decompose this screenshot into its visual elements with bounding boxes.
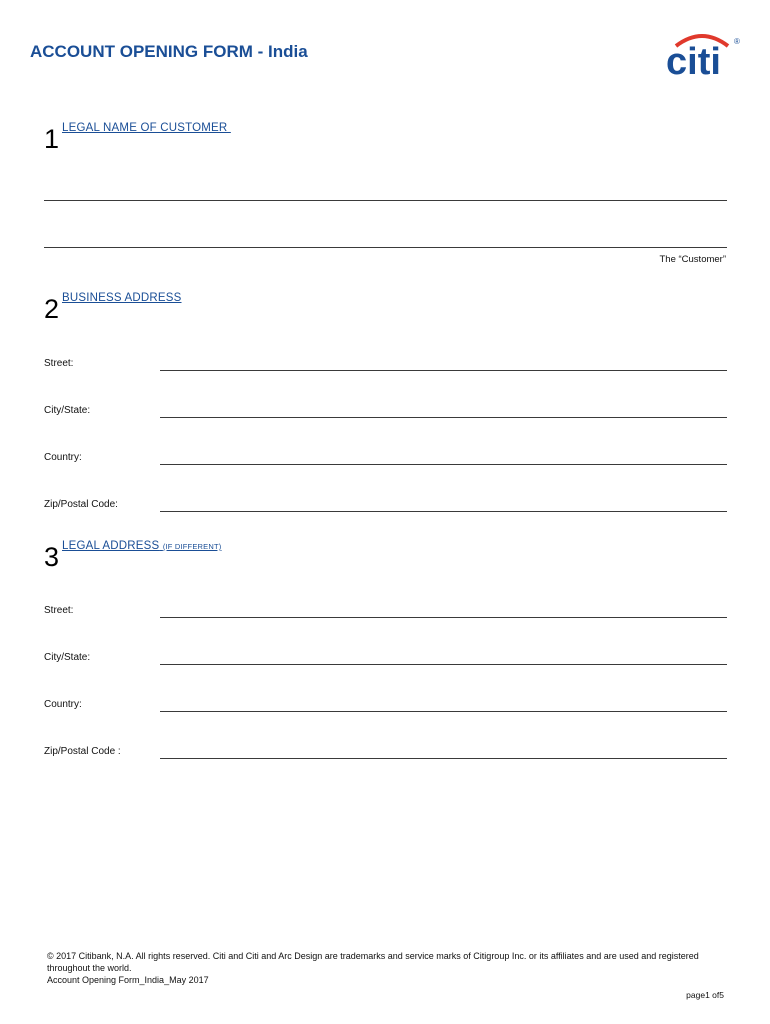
legal-zip-label: Zip/Postal Code : [44, 746, 121, 757]
section-3-title [62, 540, 221, 552]
customer-note: The “Customer” [659, 254, 726, 265]
footer [47, 950, 707, 986]
legal-country-field[interactable] [160, 711, 727, 712]
section-1-title: LEGAL NAME OF CUSTOMER [62, 122, 231, 134]
business-city-field[interactable] [160, 417, 727, 418]
page-title: ACCOUNT OPENING FORM - India [30, 42, 308, 61]
business-city-label: City/State: [44, 405, 91, 416]
section-2-number: 2 [44, 294, 60, 324]
section-3-subtitle: (IF DIFFERENT) [162, 542, 222, 551]
copyright-text: © 2017 Citibank, N.A. All rights reserved. Citi and Citi and Arc Design are trademarks and service marks of Citigroup Inc. or its affiliates and are used and registered throughout the world. [47, 951, 699, 973]
form-id: Account Opening Form_India_May 2017 [47, 975, 209, 985]
business-zip-label: Zip/Postal Code: [44, 499, 118, 510]
section-3-title-main: LEGAL ADDRESS [62, 540, 160, 552]
legal-name-line-1[interactable] [44, 200, 727, 201]
business-street-field[interactable] [160, 370, 727, 371]
legal-country-label: Country: [44, 699, 82, 710]
business-zip-field[interactable] [160, 511, 727, 512]
legal-street-label: Street: [44, 605, 74, 616]
business-country-label: Country: [44, 452, 82, 463]
business-street-label: Street: [44, 358, 74, 369]
business-country-field[interactable] [160, 464, 727, 465]
registered-mark: ® [734, 37, 740, 46]
legal-city-field[interactable] [160, 664, 727, 665]
section-1-number: 1 [44, 124, 60, 154]
citi-logo [662, 28, 742, 78]
legal-zip-field[interactable] [160, 758, 727, 759]
section-3-number: 3 [44, 542, 60, 572]
page-number: page1 of5 [686, 990, 724, 1000]
section-2-title: BUSINESS ADDRESS [62, 292, 182, 304]
legal-name-line-2[interactable] [44, 247, 727, 248]
legal-city-label: City/State: [44, 652, 91, 663]
logo-text: citi [666, 41, 721, 78]
legal-street-field[interactable] [160, 617, 727, 618]
